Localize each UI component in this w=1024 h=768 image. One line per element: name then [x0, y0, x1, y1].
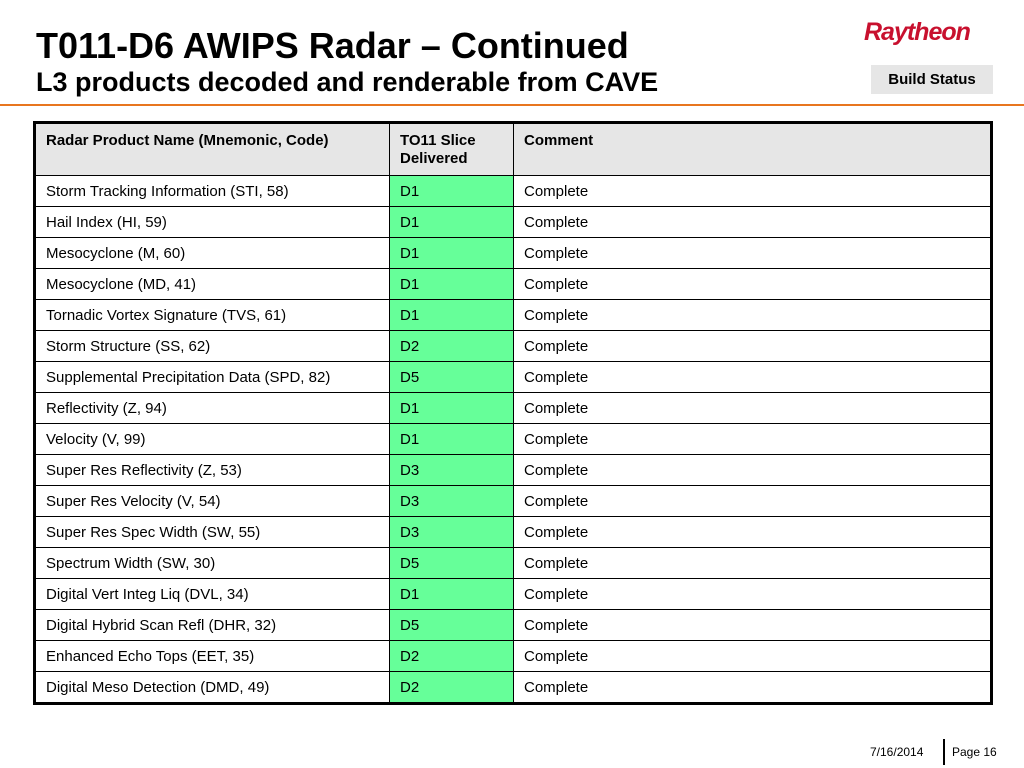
slice-cell: D3 [390, 486, 514, 517]
product-name-cell: Hail Index (HI, 59) [35, 207, 390, 238]
product-name-cell: Mesocyclone (M, 60) [35, 238, 390, 269]
table-row [35, 269, 992, 300]
product-name-cell: Supplemental Precipitation Data (SPD, 82) [35, 362, 390, 393]
table-row [35, 362, 992, 393]
header-divider [0, 104, 1024, 106]
slice-cell: D1 [390, 238, 514, 269]
product-name-cell: Super Res Spec Width (SW, 55) [35, 517, 390, 548]
comment-cell: Complete [514, 641, 992, 672]
comment-cell: Complete [514, 517, 992, 548]
slice-cell: D5 [390, 548, 514, 579]
radar-products-table [33, 121, 993, 705]
product-name-cell: Tornadic Vortex Signature (TVS, 61) [35, 300, 390, 331]
comment-cell: Complete [514, 672, 992, 704]
table-row [35, 238, 992, 269]
comment-cell: Complete [514, 238, 992, 269]
table-row [35, 300, 992, 331]
table-row [35, 548, 992, 579]
table-row [35, 176, 992, 207]
product-name-cell: Digital Meso Detection (DMD, 49) [35, 672, 390, 704]
comment-cell: Complete [514, 331, 992, 362]
comment-cell: Complete [514, 300, 992, 331]
table-row [35, 207, 992, 238]
column-header-comment: Comment [514, 123, 992, 176]
table-row [35, 610, 992, 641]
comment-cell: Complete [514, 610, 992, 641]
comment-cell: Complete [514, 269, 992, 300]
table-row [35, 455, 992, 486]
comment-cell: Complete [514, 362, 992, 393]
slice-cell: D2 [390, 672, 514, 704]
comment-cell: Complete [514, 424, 992, 455]
comment-cell: Complete [514, 579, 992, 610]
column-header-slice-delivered: TO11 Slice Delivered [390, 123, 514, 176]
table-row [35, 641, 992, 672]
table-row [35, 486, 992, 517]
slice-cell: D1 [390, 176, 514, 207]
slice-cell: D1 [390, 269, 514, 300]
page-number: Page 16 [952, 745, 997, 759]
table-row [35, 331, 992, 362]
table-row [35, 672, 992, 704]
product-name-cell: Spectrum Width (SW, 30) [35, 548, 390, 579]
table-row [35, 579, 992, 610]
product-name-cell: Enhanced Echo Tops (EET, 35) [35, 641, 390, 672]
table-row [35, 517, 992, 548]
slice-cell: D1 [390, 579, 514, 610]
table-body [35, 176, 992, 704]
slice-cell: D1 [390, 393, 514, 424]
table-header-row [35, 123, 992, 176]
build-status-badge: Build Status [871, 65, 993, 94]
slice-cell: D5 [390, 362, 514, 393]
comment-cell: Complete [514, 207, 992, 238]
product-name-cell: Storm Structure (SS, 62) [35, 331, 390, 362]
slice-cell: D3 [390, 517, 514, 548]
comment-cell: Complete [514, 393, 992, 424]
slice-cell: D1 [390, 424, 514, 455]
product-name-cell: Mesocyclone (MD, 41) [35, 269, 390, 300]
product-name-cell: Reflectivity (Z, 94) [35, 393, 390, 424]
product-name-cell: Digital Vert Integ Liq (DVL, 34) [35, 579, 390, 610]
slice-cell: D5 [390, 610, 514, 641]
product-name-cell: Super Res Velocity (V, 54) [35, 486, 390, 517]
slide-title: T011-D6 AWIPS Radar – Continued [36, 25, 629, 66]
table-row [35, 393, 992, 424]
product-name-cell: Storm Tracking Information (STI, 58) [35, 176, 390, 207]
footer-separator [943, 739, 945, 765]
table-row [35, 424, 992, 455]
product-name-cell: Super Res Reflectivity (Z, 53) [35, 455, 390, 486]
raytheon-logo: Raytheon [864, 18, 970, 46]
slide-subtitle: L3 products decoded and renderable from CAVE [36, 67, 659, 97]
comment-cell: Complete [514, 455, 992, 486]
comment-cell: Complete [514, 486, 992, 517]
footer-date: 7/16/2014 [870, 745, 924, 759]
comment-cell: Complete [514, 176, 992, 207]
slice-cell: D3 [390, 455, 514, 486]
slice-cell: D1 [390, 207, 514, 238]
product-name-cell: Digital Hybrid Scan Refl (DHR, 32) [35, 610, 390, 641]
comment-cell: Complete [514, 548, 992, 579]
slice-cell: D2 [390, 641, 514, 672]
slice-cell: D1 [390, 300, 514, 331]
slice-cell: D2 [390, 331, 514, 362]
product-name-cell: Velocity (V, 99) [35, 424, 390, 455]
column-header-product-name: Radar Product Name (Mnemonic, Code) [35, 123, 390, 176]
